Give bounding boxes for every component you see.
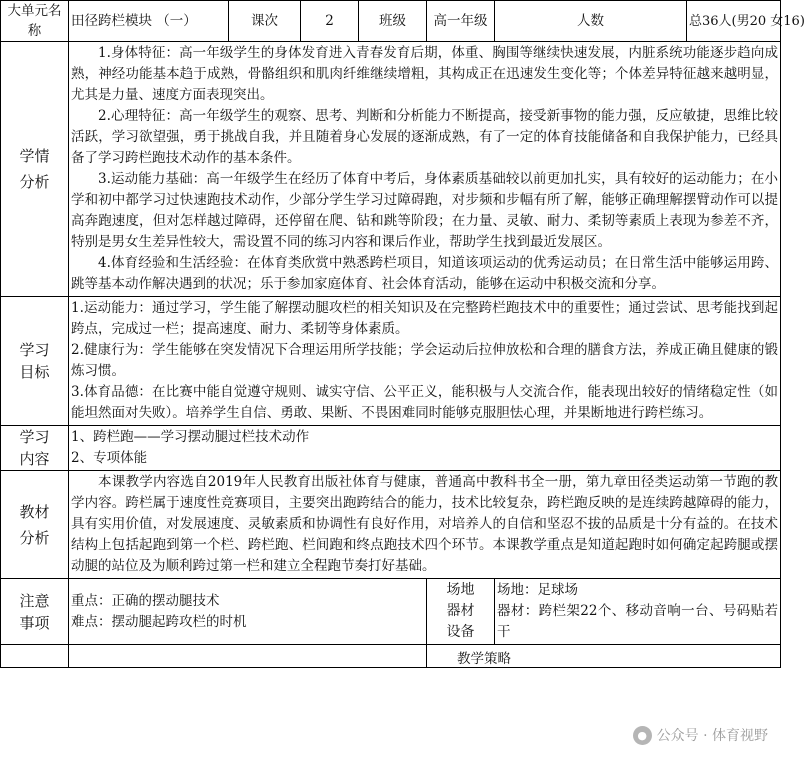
key-point: 重点：正确的摆动腿技术: [71, 592, 220, 609]
analysis-label: [1, 42, 69, 297]
equipment: 器材：跨栏架22个、移动音响一台、号码贴若干: [497, 603, 778, 640]
class-label: 班级: [359, 1, 427, 42]
goal-paragraph: 1.运动能力：通过学习，学生能了解摆动腿攻栏的相关知识及在完整跨栏跑技术中的重要性；通过尝试、思考能找到起跨点，完成过一栏；提高速度、耐力、柔韧等身体素质。: [71, 300, 778, 337]
analysis-text: [69, 42, 781, 297]
analysis-row: [1, 42, 781, 297]
difficulty: 难点：摆动腿起跨攻栏的时机: [71, 613, 247, 630]
analysis-label-text: 学情分析: [19, 147, 50, 191]
content-text: [69, 426, 781, 471]
class-value: 高一年级: [427, 1, 495, 42]
notes-row: [1, 579, 781, 645]
content-line: 1、跨栏跑——学习摆动腿过栏技术动作: [71, 429, 310, 445]
analysis-paragraph: 1.身体特征：高一年级学生的身体发育进入青春发育后期，体重、胸围等继续快速发展，内脏系统功能逐步趋向成熟，神经功能基本趋于成熟，骨骼组织和肌肉纤维继续增粗，其构成正在迅速发生变化等；个体差异特征越来越明显，尤其是力量、速度方面表现突出。: [71, 45, 778, 103]
strategy-heading: 教学策略: [457, 651, 511, 667]
material-paragraph: 本课教学内容选自2019年人民教育出版社体育与健康，普通高中教科书全一册，第九章田径类运动第一节跑的教学内容。跨栏属于速度性竞赛项目，主要突出跑跨结合的能力，技术比较复杂，跨栏跑反映的是连续跨越障碍的能力，具有实用价值，对发展速度、灵敏素质和协调性有良好作用，对培养人的自信和坚忍不拔的品质是十分有益的。在技术结构上包括起跑到第一个栏、跨栏跑、栏间跑和终点跑技术四个环节。本课教学重点是知道起跑时如何确定起跨腿或摆动腿的站位及为顺利跨过第一栏和建立全程跑节奏打好基础。: [71, 474, 778, 574]
strategy-cell-right: [427, 645, 781, 668]
header-row: [1, 1, 781, 42]
watermark-text: 公众号 · 体育视野: [656, 728, 768, 744]
goals-label-text: 学习目标: [19, 341, 50, 381]
goal-paragraph: 2.健康行为：学生能够在突发情况下合理运用所学技能；学会运动后拉伸放松和合理的膳食方法，养成正确且健康的锻炼习惯。: [71, 342, 778, 379]
venue-label-text: 场地器材设备: [446, 582, 475, 640]
strategy-row-partial: [1, 645, 781, 668]
notes-label: [1, 579, 69, 645]
count-value: 总36人(男20 女16): [687, 1, 781, 42]
material-label: [1, 471, 69, 579]
watermark: [633, 725, 768, 745]
venue: 场地：足球场: [497, 582, 578, 598]
unit-value: 田径跨栏模块 （一）: [69, 1, 229, 42]
unit-label: 大单元名 称: [1, 1, 69, 42]
analysis-paragraph: 2.心理特征：高一年级学生的观察、思考、判断和分析能力不断提高，接受新事物的能力强，反应敏捷，思维比较活跃，学习欲望强，勇于挑战自我，并且随着身心发展的逐渐成熟，有了一定的体育技能储备和自我保护能力，已经具备了学习跨栏跑技术动作的基本条件。: [71, 108, 778, 166]
notes-label-text: 注意事项: [19, 591, 50, 632]
content-row: [1, 426, 781, 471]
material-row: [1, 471, 781, 579]
goals-text: [69, 297, 781, 426]
analysis-paragraph: 4.体育经验和生活经验：在体育类欣赏中熟悉跨栏项目，知道该项运动的优秀运动员；在日常生活中能够运用跨、跳等基本动作解决遇到的状况；乐于参加家庭体育、社会体育活动，能够在运动中积极交流和分享。: [71, 255, 778, 292]
lesson-label: 课次: [229, 1, 301, 42]
notes-text: [69, 579, 427, 645]
goal-paragraph: 3.体育品德：在比赛中能自觉遵守规则、诚实守信、公平正义，能积极与人交流合作，能表现出较好的情绪稳定性（如能坦然面对失败）。培养学生自信、勇敢、果断、不畏困难同时能够克服胆怯心理，并果断地进行跨栏练习。: [71, 384, 778, 421]
venue-text: [495, 579, 781, 645]
strategy-cell-left: [69, 645, 427, 668]
goals-row: [1, 297, 781, 426]
wechat-icon: ●: [633, 726, 652, 745]
lesson-value: 2: [301, 1, 359, 42]
count-label: 人数: [495, 1, 687, 42]
venue-label: [427, 579, 495, 645]
material-text: [69, 471, 781, 579]
content-label: [1, 426, 69, 471]
material-label-text: 教材分析: [19, 502, 50, 547]
strategy-label-cell: [1, 645, 69, 668]
analysis-paragraph: 3.运动能力基础：高一年级学生在经历了体育中考后，身体素质基础较以前更加扎实，具有较好的运动能力；在小学和初中都学习过快速跑技术动作，少部分学生学习过障碍跑，对步频和步幅有所了解，能够正确理解摆臂动作可以提高奔跑速度，但对怎样越过障碍，还停留在爬、钻和跳等阶段；在力量、灵敏、耐力、柔韧等素质上表现为参差不齐，特别是男女生差异性较大，需设置不同的练习内容和课后作业，帮助学生找到最近发展区。: [71, 171, 778, 250]
content-label-text: 学习内容: [19, 428, 50, 468]
goals-label: [1, 297, 69, 426]
content-line: 2、专项体能: [71, 450, 148, 466]
